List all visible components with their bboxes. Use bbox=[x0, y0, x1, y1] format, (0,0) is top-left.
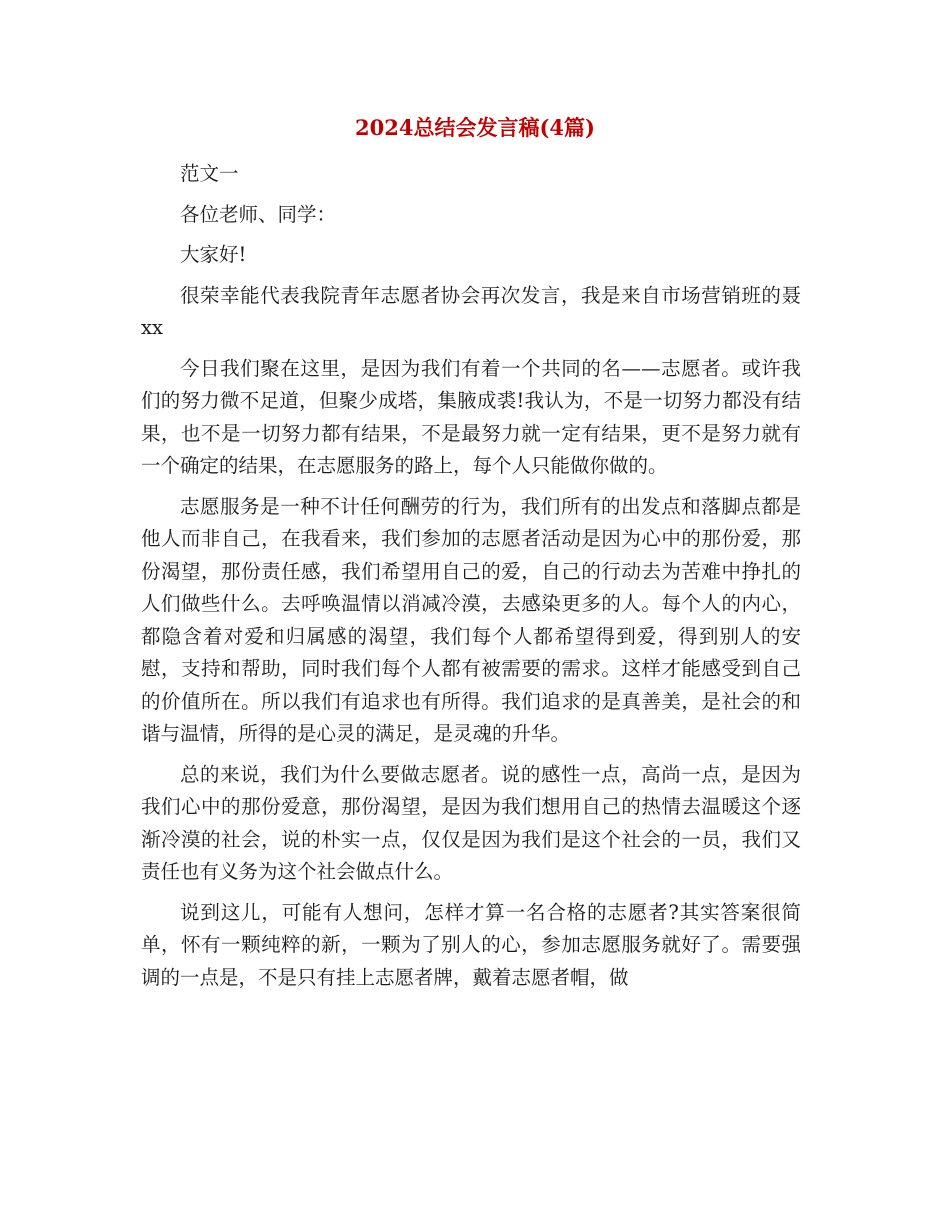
paragraph-qualified-volunteer: 说到这儿，可能有人想问，怎样才算一名合格的志愿者?其实答案很简单，怀有一颗纯粹的新，一颗为了别人的心，参加志愿服务就好了。需要强调的一点是，不是只有挂上志愿者牌，戴着志愿者帽，做 bbox=[141, 900, 801, 989]
paragraph-gathering: 今日我们聚在这里，是因为我们有着一个共同的名——志愿者。或许我们的努力微不足道，但聚少成塔，集腋成裘!我认为，不是一切努力都没有结果，也不是一切努力都有结果，不是最努力就一定有结果，更不是努力就有一个确定的结果，在志愿服务的路上，每个人只能做你做的。 bbox=[141, 356, 801, 477]
document-body bbox=[141, 158, 801, 994]
section-label: 范文一 bbox=[180, 162, 239, 185]
paragraph-volunteer-service: 志愿服务是一种不计任何酬劳的行为，我们所有的出发点和落脚点都是他人而非自己，在我看来，我们参加的志愿者活动是因为心中的那份爱，那份渴望，那份责任感，我们希望用自己的爱，自己的行动去为苦难中挣扎的人们做些什么。去呼唤温情以消减冷漠，去感染更多的人。每个人的内心，都隐含着对爱和归属感的渴望，我们每个人都希望得到爱，得到别人的安慰，支持和帮助，同时我们每个人都有被需要的需求。这样才能感受到自己的价值所在。所以我们有追求也有所得。我们追求的是真善美，是社会的和谐与温情，所得的是心灵的满足，是灵魂的升华。 bbox=[141, 494, 801, 745]
paragraph-intro: 很荣幸能代表我院青年志愿者协会再次发言，我是来自市场营销班的聂xx bbox=[141, 283, 801, 339]
salutation: 各位老师、同学： bbox=[180, 202, 337, 226]
greeting: 大家好! bbox=[180, 243, 247, 266]
paragraph-why-volunteer: 总的来说，我们为什么要做志愿者。说的感性一点，高尚一点，是因为我们心中的那份爱意，那份渴望，是因为我们想用自己的热情去温暖这个逐渐冷漠的社会，说的朴实一点，仅仅是因为我们是这个社会的一员，我们又责任也有义务为这个社会做点什么。 bbox=[141, 762, 801, 883]
document-title: 2024总结会发言稿(4篇) bbox=[355, 115, 595, 140]
